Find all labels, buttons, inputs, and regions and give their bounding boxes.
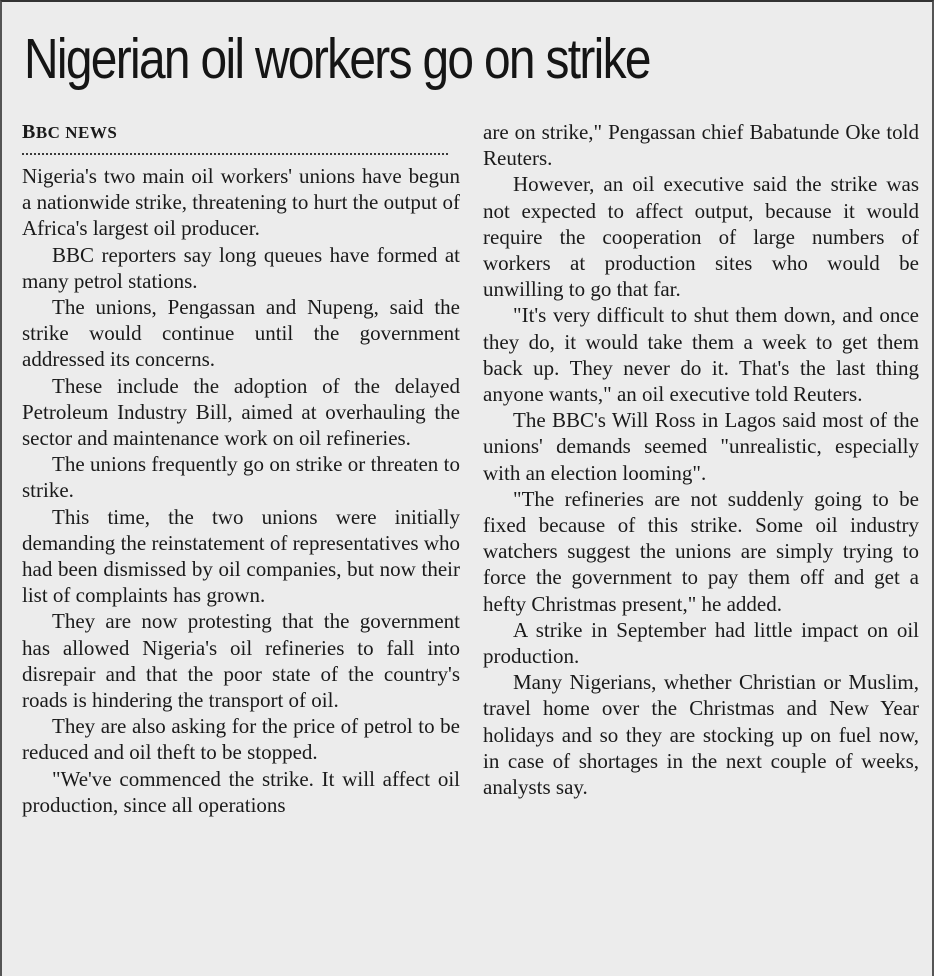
source-credit-initial: B <box>22 121 36 143</box>
body-paragraph: They are also asking for the price of petrol to be reduced and oil theft to be stopped. <box>22 714 460 765</box>
body-paragraph: "It's very difficult to shut them down, and once they do, it would take them a week to get them back up. They never do it. That's the last thing anyone wants," an oil executive told Reuters. <box>483 303 919 407</box>
source-credit <box>22 119 460 145</box>
body-paragraph: A strike in September had little impact on oil production. <box>483 617 919 669</box>
body-paragraph: They are now protesting that the government has allowed Nigeria's oil refineries to fall into disrepair and that the poor state of the country's roads is hindering the transport of oil. <box>22 609 460 713</box>
continued-paragraph: are on strike," Pengassan chief Babatunde Oke told Reuters. <box>483 120 919 171</box>
body-paragraph: "We've commenced the strike. It will affect oil production, since all operations <box>22 766 460 817</box>
left-column <box>22 119 460 818</box>
body-paragraph: These include the adoption of the delayed Petroleum Industry Bill, aimed at overhauling the sector and maintenance work on oil refineries. <box>22 373 460 451</box>
body-paragraph: The BBC's Will Ross in Lagos said most of the unions' demands seemed "unrealistic, especially with an election looming". <box>483 408 919 485</box>
source-credit-rest: BC NEWS <box>35 123 118 142</box>
body-paragraph: "The refineries are not suddenly going to be fixed because of this strike. Some oil industry watchers suggest the unions are simply trying to force the government to pay them off and get a hefty Christmas present," he added. <box>483 486 919 616</box>
body-paragraph: However, an oil executive said the strike was not expected to affect output, because it would require the cooperation of large numbers of workers at production sites who would be unwilling to go that far. <box>483 172 919 302</box>
lead-paragraph: Nigeria's two main oil workers' unions have begun a nationwide strike, threatening to hurt the output of Africa's largest oil producer. <box>22 164 460 241</box>
headline: Nigerian oil workers go on strike <box>24 27 650 91</box>
body-paragraph: The unions, Pengassan and Nupeng, said the strike would continue until the government addressed its concerns. <box>22 295 460 372</box>
right-column <box>483 119 919 800</box>
body-paragraph: This time, the two unions were initially demanding the reinstatement of representatives who had been dismissed by oil companies, but now their list of complaints has grown. <box>22 504 460 608</box>
body-paragraph: Many Nigerians, whether Christian or Muslim, travel home over the Christmas and New Year holidays and so they are stocking up on fuel now, in case of shortages in the next couple of weeks, analysts say. <box>483 670 919 800</box>
body-paragraph: BBC reporters say long queues have formed at many petrol stations. <box>22 242 460 293</box>
dotted-divider <box>22 153 448 155</box>
body-paragraph: The unions frequently go on strike or threaten to strike. <box>22 452 460 503</box>
